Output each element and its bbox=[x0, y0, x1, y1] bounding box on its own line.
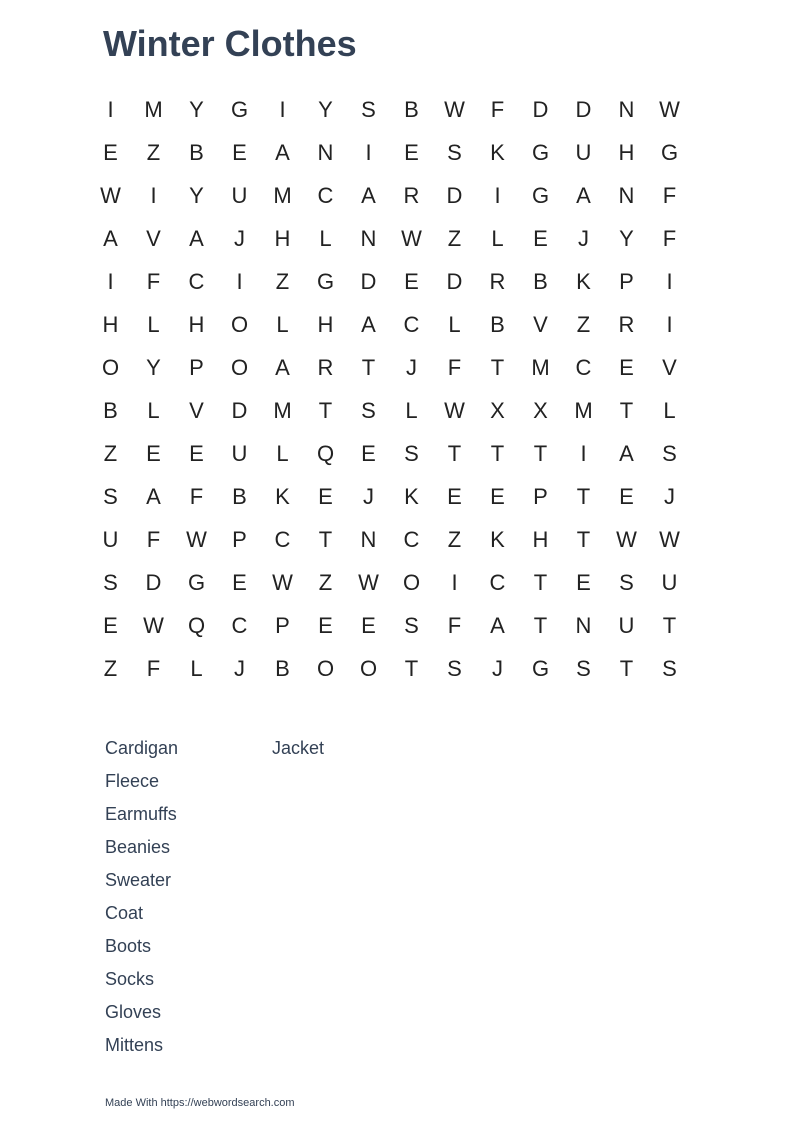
grid-cell: I bbox=[150, 183, 157, 208]
grid-cell: K bbox=[490, 140, 505, 165]
grid-cell: A bbox=[275, 140, 290, 165]
grid-cell: T bbox=[533, 441, 548, 466]
grid-row bbox=[89, 647, 691, 690]
grid-cell: Y bbox=[619, 226, 634, 251]
grid-cell: Z bbox=[146, 140, 161, 165]
grid-cell: M bbox=[273, 183, 292, 208]
grid-cell: O bbox=[101, 355, 120, 380]
grid-cell: C bbox=[231, 613, 248, 638]
grid-cell: S bbox=[662, 441, 677, 466]
grid-cell: M bbox=[273, 398, 292, 423]
grid-cell: E bbox=[490, 484, 505, 509]
grid-row bbox=[89, 303, 691, 346]
grid-cell: V bbox=[533, 312, 548, 337]
grid-cell: N bbox=[360, 226, 377, 251]
grid-cell: I bbox=[666, 269, 673, 294]
grid-cell: B bbox=[189, 140, 204, 165]
grid-cell: N bbox=[618, 183, 635, 208]
grid-cell: L bbox=[663, 398, 676, 423]
grid-cell: T bbox=[576, 527, 591, 552]
grid-cell: W bbox=[272, 570, 293, 595]
grid-cell: E bbox=[576, 570, 591, 595]
word-list-item: Boots bbox=[105, 936, 152, 956]
grid-cell: W bbox=[401, 226, 422, 251]
grid-cell: J bbox=[406, 355, 417, 380]
grid-cell: G bbox=[531, 140, 550, 165]
grid-cell: M bbox=[144, 97, 163, 122]
grid-cell: T bbox=[576, 484, 591, 509]
grid-row bbox=[89, 561, 691, 604]
grid-cell: L bbox=[147, 312, 160, 337]
grid-row bbox=[89, 260, 691, 303]
grid-cell: J bbox=[363, 484, 374, 509]
grid-cell: E bbox=[404, 140, 419, 165]
grid-cell: E bbox=[361, 441, 376, 466]
grid-cell: D bbox=[145, 570, 162, 595]
grid-cell: G bbox=[230, 97, 249, 122]
grid-cell: W bbox=[659, 527, 680, 552]
grid-row bbox=[89, 432, 691, 475]
grid-cell: P bbox=[275, 613, 290, 638]
grid-cell: S bbox=[103, 484, 118, 509]
grid-cell: O bbox=[316, 656, 335, 681]
grid-cell: P bbox=[619, 269, 634, 294]
grid-cell: C bbox=[575, 355, 592, 380]
page-title: Winter Clothes bbox=[103, 23, 357, 64]
grid-row bbox=[89, 518, 691, 561]
grid-row bbox=[89, 217, 691, 260]
grid-cell: S bbox=[361, 97, 376, 122]
grid-cell: A bbox=[490, 613, 505, 638]
grid-cell: T bbox=[490, 355, 505, 380]
grid-cell: S bbox=[404, 441, 419, 466]
grid-cell: Y bbox=[146, 355, 161, 380]
grid-cell: S bbox=[662, 656, 677, 681]
grid-cell: A bbox=[275, 355, 290, 380]
grid-cell: L bbox=[276, 441, 289, 466]
grid-cell: T bbox=[490, 441, 505, 466]
grid-cell: E bbox=[447, 484, 462, 509]
grid-cell: P bbox=[189, 355, 204, 380]
grid-cell: W bbox=[659, 97, 680, 122]
grid-cell: W bbox=[358, 570, 379, 595]
grid-cell: B bbox=[275, 656, 290, 681]
grid-cell: E bbox=[103, 140, 118, 165]
grid-cell: J bbox=[492, 656, 503, 681]
word-list-item: Cardigan bbox=[105, 738, 179, 758]
grid-cell: A bbox=[189, 226, 204, 251]
grid-cell: K bbox=[275, 484, 290, 509]
grid-cell: Z bbox=[103, 441, 118, 466]
grid-cell: F bbox=[146, 527, 161, 552]
grid-cell: B bbox=[232, 484, 247, 509]
grid-cell: G bbox=[531, 656, 550, 681]
grid-cell: Y bbox=[189, 183, 204, 208]
grid-cell: B bbox=[404, 97, 419, 122]
grid-cell: V bbox=[146, 226, 161, 251]
grid-cell: Z bbox=[103, 656, 118, 681]
grid-cell: H bbox=[317, 312, 334, 337]
grid-cell: T bbox=[533, 613, 548, 638]
grid-cell: D bbox=[575, 97, 592, 122]
grid-cell: O bbox=[230, 312, 249, 337]
word-list-item: Gloves bbox=[105, 1002, 162, 1022]
grid-cell: E bbox=[533, 226, 548, 251]
grid-cell: F bbox=[447, 355, 462, 380]
grid-cell: A bbox=[361, 312, 376, 337]
grid-cell: E bbox=[103, 613, 118, 638]
grid-cell: E bbox=[361, 613, 376, 638]
grid-cell: B bbox=[490, 312, 505, 337]
word-list-item: Earmuffs bbox=[105, 804, 177, 824]
grid-cell: E bbox=[619, 484, 634, 509]
grid-cell: Q bbox=[316, 441, 335, 466]
grid-cell: P bbox=[533, 484, 548, 509]
grid-cell: I bbox=[236, 269, 243, 294]
grid-cell: I bbox=[580, 441, 587, 466]
grid-cell: T bbox=[318, 527, 333, 552]
grid-cell: Y bbox=[189, 97, 204, 122]
grid-cell: D bbox=[532, 97, 549, 122]
word-list-item: Socks bbox=[105, 969, 155, 989]
grid-cell: B bbox=[533, 269, 548, 294]
grid-cell: L bbox=[405, 398, 418, 423]
grid-cell: D bbox=[446, 183, 463, 208]
grid-cell: E bbox=[318, 613, 333, 638]
grid-cell: J bbox=[234, 226, 245, 251]
grid-cell: C bbox=[489, 570, 506, 595]
grid-cell: L bbox=[147, 398, 160, 423]
grid-cell: P bbox=[232, 527, 247, 552]
grid-row bbox=[89, 604, 691, 647]
grid-cell: T bbox=[619, 656, 634, 681]
grid-cell: S bbox=[103, 570, 118, 595]
grid-cell: Z bbox=[576, 312, 591, 337]
grid-cell: U bbox=[231, 441, 248, 466]
grid-cell: L bbox=[276, 312, 289, 337]
grid-cell: E bbox=[619, 355, 634, 380]
grid-cell: H bbox=[102, 312, 119, 337]
grid-row bbox=[89, 389, 691, 432]
grid-cell: G bbox=[660, 140, 679, 165]
grid-cell: A bbox=[619, 441, 634, 466]
grid-cell: F bbox=[447, 613, 462, 638]
word-list-item: Mittens bbox=[105, 1035, 164, 1055]
grid-cell: G bbox=[316, 269, 335, 294]
grid-cell: S bbox=[619, 570, 634, 595]
grid-cell: T bbox=[619, 398, 634, 423]
grid-cell: H bbox=[532, 527, 549, 552]
grid-cell: C bbox=[188, 269, 205, 294]
grid-row bbox=[89, 88, 691, 131]
grid-cell: O bbox=[230, 355, 249, 380]
grid-cell: E bbox=[318, 484, 333, 509]
grid-cell: N bbox=[618, 97, 635, 122]
grid-cell: Z bbox=[318, 570, 333, 595]
grid-cell: C bbox=[403, 527, 420, 552]
grid-cell: F bbox=[490, 97, 505, 122]
grid-cell: H bbox=[274, 226, 291, 251]
grid-cell: T bbox=[318, 398, 333, 423]
grid-cell: J bbox=[578, 226, 589, 251]
grid-cell: R bbox=[403, 183, 420, 208]
grid-cell: C bbox=[317, 183, 334, 208]
grid-cell: R bbox=[489, 269, 506, 294]
grid-cell: K bbox=[404, 484, 419, 509]
grid-cell: C bbox=[274, 527, 291, 552]
grid-cell: H bbox=[618, 140, 635, 165]
letter-grid bbox=[89, 88, 691, 690]
grid-cell: D bbox=[446, 269, 463, 294]
grid-cell: N bbox=[317, 140, 334, 165]
grid-cell: U bbox=[618, 613, 635, 638]
footer-credit: Made With https://webwordsearch.com bbox=[105, 1097, 295, 1109]
grid-cell: T bbox=[662, 613, 677, 638]
word-list bbox=[105, 736, 605, 1066]
word-list-item: Fleece bbox=[105, 771, 160, 791]
grid-cell: M bbox=[574, 398, 593, 423]
grid-cell: W bbox=[444, 398, 465, 423]
grid-cell: Q bbox=[187, 613, 206, 638]
grid-cell: L bbox=[319, 226, 332, 251]
grid-cell: T bbox=[361, 355, 376, 380]
grid-cell: U bbox=[575, 140, 592, 165]
grid-cell: I bbox=[666, 312, 673, 337]
grid-cell: S bbox=[576, 656, 591, 681]
grid-cell: D bbox=[231, 398, 248, 423]
grid-cell: F bbox=[146, 269, 161, 294]
grid-cell: T bbox=[404, 656, 419, 681]
grid-cell: Z bbox=[447, 527, 462, 552]
grid-cell: Z bbox=[275, 269, 290, 294]
grid-cell: W bbox=[444, 97, 465, 122]
grid-row bbox=[89, 174, 691, 217]
grid-cell: V bbox=[662, 355, 677, 380]
grid-cell: L bbox=[448, 312, 461, 337]
grid-cell: U bbox=[661, 570, 678, 595]
grid-cell: U bbox=[231, 183, 248, 208]
grid-cell: J bbox=[234, 656, 245, 681]
grid-cell: S bbox=[447, 140, 462, 165]
grid-cell: D bbox=[360, 269, 377, 294]
grid-cell: W bbox=[143, 613, 164, 638]
grid-cell: X bbox=[533, 398, 548, 423]
grid-cell: O bbox=[402, 570, 421, 595]
grid-cell: K bbox=[490, 527, 505, 552]
grid-cell: R bbox=[618, 312, 635, 337]
grid-cell: N bbox=[575, 613, 592, 638]
grid-cell: S bbox=[447, 656, 462, 681]
grid-cell: V bbox=[189, 398, 204, 423]
grid-row bbox=[89, 131, 691, 174]
grid-cell: W bbox=[100, 183, 121, 208]
grid-cell: J bbox=[664, 484, 675, 509]
grid-cell: F bbox=[189, 484, 204, 509]
grid-cell: M bbox=[531, 355, 550, 380]
grid-cell: C bbox=[403, 312, 420, 337]
grid-cell: S bbox=[404, 613, 419, 638]
grid-cell: L bbox=[190, 656, 203, 681]
grid-cell: W bbox=[616, 527, 637, 552]
grid-cell: T bbox=[533, 570, 548, 595]
grid-cell: E bbox=[232, 140, 247, 165]
grid-cell: A bbox=[146, 484, 161, 509]
grid-cell: O bbox=[359, 656, 378, 681]
grid-cell: L bbox=[491, 226, 504, 251]
grid-cell: A bbox=[576, 183, 591, 208]
word-list-item: Coat bbox=[105, 903, 144, 923]
grid-cell: I bbox=[107, 97, 114, 122]
grid-cell: T bbox=[447, 441, 462, 466]
grid-cell: Y bbox=[318, 97, 333, 122]
grid-cell: B bbox=[103, 398, 118, 423]
grid-cell: A bbox=[103, 226, 118, 251]
grid-cell: I bbox=[107, 269, 114, 294]
grid-cell: E bbox=[146, 441, 161, 466]
grid-cell: I bbox=[451, 570, 458, 595]
grid-cell: E bbox=[232, 570, 247, 595]
word-list-item: Jacket bbox=[272, 738, 325, 758]
grid-cell: S bbox=[361, 398, 376, 423]
grid-cell: I bbox=[494, 183, 501, 208]
grid-cell: R bbox=[317, 355, 334, 380]
grid-cell: E bbox=[189, 441, 204, 466]
grid-cell: F bbox=[662, 183, 677, 208]
grid-cell: G bbox=[531, 183, 550, 208]
grid-cell: Z bbox=[447, 226, 462, 251]
grid-cell: H bbox=[188, 312, 205, 337]
word-list-item: Sweater bbox=[105, 870, 172, 890]
grid-cell: N bbox=[360, 527, 377, 552]
grid-row bbox=[89, 475, 691, 518]
grid-cell: W bbox=[186, 527, 207, 552]
word-list-item: Beanies bbox=[105, 837, 171, 857]
grid-cell: X bbox=[490, 398, 505, 423]
grid-cell: G bbox=[187, 570, 206, 595]
grid-cell: A bbox=[361, 183, 376, 208]
grid-cell: E bbox=[404, 269, 419, 294]
grid-cell: I bbox=[365, 140, 372, 165]
grid-row bbox=[89, 346, 691, 389]
grid-cell: K bbox=[576, 269, 591, 294]
grid-cell: I bbox=[279, 97, 286, 122]
grid-cell: F bbox=[146, 656, 161, 681]
grid-cell: U bbox=[102, 527, 119, 552]
grid-cell: F bbox=[662, 226, 677, 251]
